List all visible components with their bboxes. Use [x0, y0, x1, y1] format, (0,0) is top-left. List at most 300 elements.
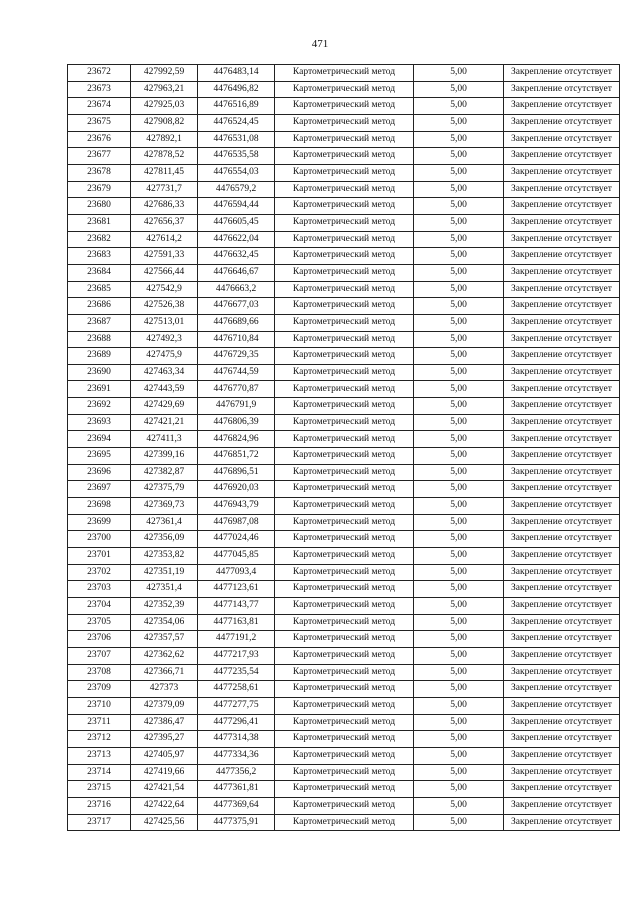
- fixation-cell: Закрепление отсутствует: [504, 564, 620, 581]
- accuracy-cell: 5,00: [414, 164, 504, 181]
- table-row: [68, 114, 620, 131]
- point-number-cell: 23705: [68, 614, 131, 631]
- method-cell: Картометрический метод: [275, 414, 414, 431]
- table-row: [68, 548, 620, 565]
- method-cell: Картометрический метод: [275, 564, 414, 581]
- fixation-cell: Закрепление отсутствует: [504, 198, 620, 215]
- fixation-cell: Закрепление отсутствует: [504, 598, 620, 615]
- accuracy-cell: 5,00: [414, 598, 504, 615]
- point-number-cell: 23707: [68, 647, 131, 664]
- x-coordinate-cell: 427731,7: [131, 181, 198, 198]
- fixation-cell: Закрепление отсутствует: [504, 747, 620, 764]
- y-coordinate-cell: 4476824,96: [198, 431, 275, 448]
- point-number-cell: 23708: [68, 664, 131, 681]
- y-coordinate-cell: 4477277,75: [198, 697, 275, 714]
- point-number-cell: 23679: [68, 181, 131, 198]
- method-cell: Картометрический метод: [275, 231, 414, 248]
- table-row: [68, 564, 620, 581]
- table-row: [68, 65, 620, 82]
- method-cell: Картометрический метод: [275, 647, 414, 664]
- y-coordinate-cell: 4476663,2: [198, 281, 275, 298]
- x-coordinate-cell: 427429,69: [131, 398, 198, 415]
- accuracy-cell: 5,00: [414, 298, 504, 315]
- point-number-cell: 23681: [68, 214, 131, 231]
- x-coordinate-cell: 427353,82: [131, 548, 198, 565]
- table-row: [68, 331, 620, 348]
- accuracy-cell: 5,00: [414, 564, 504, 581]
- y-coordinate-cell: 4477334,36: [198, 747, 275, 764]
- method-cell: Картометрический метод: [275, 148, 414, 165]
- point-number-cell: 23712: [68, 731, 131, 748]
- x-coordinate-cell: 427591,33: [131, 248, 198, 265]
- method-cell: Картометрический метод: [275, 81, 414, 98]
- accuracy-cell: 5,00: [414, 381, 504, 398]
- table-row: [68, 181, 620, 198]
- fixation-cell: Закрепление отсутствует: [504, 697, 620, 714]
- point-number-cell: 23698: [68, 498, 131, 515]
- fixation-cell: Закрепление отсутствует: [504, 364, 620, 381]
- accuracy-cell: 5,00: [414, 797, 504, 814]
- table-row: [68, 664, 620, 681]
- accuracy-cell: 5,00: [414, 314, 504, 331]
- y-coordinate-cell: 4477369,64: [198, 797, 275, 814]
- fixation-cell: Закрепление отсутствует: [504, 714, 620, 731]
- accuracy-cell: 5,00: [414, 114, 504, 131]
- point-number-cell: 23696: [68, 464, 131, 481]
- accuracy-cell: 5,00: [414, 448, 504, 465]
- table-row: [68, 481, 620, 498]
- fixation-cell: Закрепление отсутствует: [504, 264, 620, 281]
- x-coordinate-cell: 427356,09: [131, 531, 198, 548]
- point-number-cell: 23673: [68, 81, 131, 98]
- x-coordinate-cell: 427513,01: [131, 314, 198, 331]
- table-row: [68, 198, 620, 215]
- table-row: [68, 531, 620, 548]
- method-cell: Картометрический метод: [275, 264, 414, 281]
- method-cell: Картометрический метод: [275, 498, 414, 515]
- method-cell: Картометрический метод: [275, 364, 414, 381]
- fixation-cell: Закрепление отсутствует: [504, 464, 620, 481]
- table-row: [68, 348, 620, 365]
- fixation-cell: Закрепление отсутствует: [504, 781, 620, 798]
- y-coordinate-cell: 4476646,67: [198, 264, 275, 281]
- x-coordinate-cell: 427656,37: [131, 214, 198, 231]
- fixation-cell: Закрепление отсутствует: [504, 231, 620, 248]
- y-coordinate-cell: 4476632,45: [198, 248, 275, 265]
- table-row: [68, 298, 620, 315]
- accuracy-cell: 5,00: [414, 81, 504, 98]
- accuracy-cell: 5,00: [414, 231, 504, 248]
- table-row: [68, 314, 620, 331]
- accuracy-cell: 5,00: [414, 548, 504, 565]
- point-number-cell: 23697: [68, 481, 131, 498]
- point-number-cell: 23692: [68, 398, 131, 415]
- x-coordinate-cell: 427354,06: [131, 614, 198, 631]
- x-coordinate-cell: 427878,52: [131, 148, 198, 165]
- accuracy-cell: 5,00: [414, 581, 504, 598]
- y-coordinate-cell: 4476554,03: [198, 164, 275, 181]
- point-number-cell: 23684: [68, 264, 131, 281]
- point-number-cell: 23689: [68, 348, 131, 365]
- fixation-cell: Закрепление отсутствует: [504, 431, 620, 448]
- method-cell: Картометрический метод: [275, 98, 414, 115]
- y-coordinate-cell: 4476851,72: [198, 448, 275, 465]
- method-cell: Картометрический метод: [275, 131, 414, 148]
- fixation-cell: Закрепление отсутствует: [504, 814, 620, 831]
- y-coordinate-cell: 4477356,2: [198, 764, 275, 781]
- y-coordinate-cell: 4477093,4: [198, 564, 275, 581]
- accuracy-cell: 5,00: [414, 181, 504, 198]
- table-row: [68, 231, 620, 248]
- method-cell: Картометрический метод: [275, 548, 414, 565]
- x-coordinate-cell: 427992,59: [131, 65, 198, 82]
- x-coordinate-cell: 427419,66: [131, 764, 198, 781]
- table-row: [68, 214, 620, 231]
- y-coordinate-cell: 4476791,9: [198, 398, 275, 415]
- fixation-cell: Закрепление отсутствует: [504, 348, 620, 365]
- method-cell: Картометрический метод: [275, 614, 414, 631]
- y-coordinate-cell: 4477024,46: [198, 531, 275, 548]
- accuracy-cell: 5,00: [414, 398, 504, 415]
- point-number-cell: 23694: [68, 431, 131, 448]
- point-number-cell: 23706: [68, 631, 131, 648]
- accuracy-cell: 5,00: [414, 431, 504, 448]
- accuracy-cell: 5,00: [414, 98, 504, 115]
- fixation-cell: Закрепление отсутствует: [504, 448, 620, 465]
- accuracy-cell: 5,00: [414, 148, 504, 165]
- point-number-cell: 23693: [68, 414, 131, 431]
- y-coordinate-cell: 4476594,44: [198, 198, 275, 215]
- method-cell: Картометрический метод: [275, 431, 414, 448]
- x-coordinate-cell: 427375,79: [131, 481, 198, 498]
- fixation-cell: Закрепление отсутствует: [504, 298, 620, 315]
- table-row: [68, 464, 620, 481]
- table-row: [68, 581, 620, 598]
- table-row: [68, 598, 620, 615]
- method-cell: Картометрический метод: [275, 797, 414, 814]
- accuracy-cell: 5,00: [414, 481, 504, 498]
- fixation-cell: Закрепление отсутствует: [504, 797, 620, 814]
- accuracy-cell: 5,00: [414, 714, 504, 731]
- fixation-cell: Закрепление отсутствует: [504, 731, 620, 748]
- x-coordinate-cell: 427351,4: [131, 581, 198, 598]
- point-number-cell: 23676: [68, 131, 131, 148]
- method-cell: Картометрический метод: [275, 697, 414, 714]
- table-body: [68, 65, 620, 831]
- x-coordinate-cell: 427614,2: [131, 231, 198, 248]
- method-cell: Картометрический метод: [275, 281, 414, 298]
- point-number-cell: 23709: [68, 681, 131, 698]
- x-coordinate-cell: 427399,16: [131, 448, 198, 465]
- method-cell: Картометрический метод: [275, 164, 414, 181]
- y-coordinate-cell: 4477191,2: [198, 631, 275, 648]
- y-coordinate-cell: 4477258,61: [198, 681, 275, 698]
- method-cell: Картометрический метод: [275, 198, 414, 215]
- accuracy-cell: 5,00: [414, 414, 504, 431]
- fixation-cell: Закрепление отсутствует: [504, 681, 620, 698]
- fixation-cell: Закрепление отсутствует: [504, 331, 620, 348]
- fixation-cell: Закрепление отсутствует: [504, 381, 620, 398]
- fixation-cell: Закрепление отсутствует: [504, 131, 620, 148]
- table-row: [68, 498, 620, 515]
- table-row: [68, 81, 620, 98]
- y-coordinate-cell: 4476987,08: [198, 514, 275, 531]
- table-row: [68, 148, 620, 165]
- x-coordinate-cell: 427369,73: [131, 498, 198, 515]
- y-coordinate-cell: 4476605,45: [198, 214, 275, 231]
- accuracy-cell: 5,00: [414, 631, 504, 648]
- point-number-cell: 23690: [68, 364, 131, 381]
- method-cell: Картометрический метод: [275, 531, 414, 548]
- table-row: [68, 131, 620, 148]
- table-row: [68, 414, 620, 431]
- fixation-cell: Закрепление отсутствует: [504, 114, 620, 131]
- fixation-cell: Закрепление отсутствует: [504, 764, 620, 781]
- x-coordinate-cell: 427542,9: [131, 281, 198, 298]
- accuracy-cell: 5,00: [414, 681, 504, 698]
- x-coordinate-cell: 427422,64: [131, 797, 198, 814]
- table-row: [68, 364, 620, 381]
- method-cell: Картометрический метод: [275, 581, 414, 598]
- fixation-cell: Закрепление отсутствует: [504, 514, 620, 531]
- x-coordinate-cell: 427373: [131, 681, 198, 698]
- x-coordinate-cell: 427421,54: [131, 781, 198, 798]
- fixation-cell: Закрепление отсутствует: [504, 164, 620, 181]
- table-row: [68, 614, 620, 631]
- accuracy-cell: 5,00: [414, 731, 504, 748]
- y-coordinate-cell: 4477235,54: [198, 664, 275, 681]
- method-cell: Картометрический метод: [275, 65, 414, 82]
- fixation-cell: Закрепление отсутствует: [504, 481, 620, 498]
- method-cell: Картометрический метод: [275, 814, 414, 831]
- accuracy-cell: 5,00: [414, 814, 504, 831]
- fixation-cell: Закрепление отсутствует: [504, 498, 620, 515]
- y-coordinate-cell: 4476524,45: [198, 114, 275, 131]
- table-row: [68, 431, 620, 448]
- table-row: [68, 731, 620, 748]
- fixation-cell: Закрепление отсутствует: [504, 181, 620, 198]
- accuracy-cell: 5,00: [414, 214, 504, 231]
- accuracy-cell: 5,00: [414, 331, 504, 348]
- method-cell: Картометрический метод: [275, 481, 414, 498]
- point-number-cell: 23701: [68, 548, 131, 565]
- method-cell: Картометрический метод: [275, 681, 414, 698]
- x-coordinate-cell: 427386,47: [131, 714, 198, 731]
- point-number-cell: 23715: [68, 781, 131, 798]
- y-coordinate-cell: 4477361,81: [198, 781, 275, 798]
- x-coordinate-cell: 427526,38: [131, 298, 198, 315]
- y-coordinate-cell: 4476770,87: [198, 381, 275, 398]
- accuracy-cell: 5,00: [414, 364, 504, 381]
- x-coordinate-cell: 427351,19: [131, 564, 198, 581]
- point-number-cell: 23700: [68, 531, 131, 548]
- y-coordinate-cell: 4476896,51: [198, 464, 275, 481]
- fixation-cell: Закрепление отсутствует: [504, 214, 620, 231]
- accuracy-cell: 5,00: [414, 781, 504, 798]
- table-row: [68, 797, 620, 814]
- accuracy-cell: 5,00: [414, 131, 504, 148]
- point-number-cell: 23710: [68, 697, 131, 714]
- point-number-cell: 23713: [68, 747, 131, 764]
- method-cell: Картометрический метод: [275, 114, 414, 131]
- table-row: [68, 98, 620, 115]
- accuracy-cell: 5,00: [414, 264, 504, 281]
- table-row: [68, 264, 620, 281]
- table-row: [68, 514, 620, 531]
- table-row: [68, 631, 620, 648]
- accuracy-cell: 5,00: [414, 498, 504, 515]
- accuracy-cell: 5,00: [414, 281, 504, 298]
- y-coordinate-cell: 4476516,89: [198, 98, 275, 115]
- x-coordinate-cell: 427421,21: [131, 414, 198, 431]
- method-cell: Картометрический метод: [275, 314, 414, 331]
- fixation-cell: Закрепление отсутствует: [504, 148, 620, 165]
- method-cell: Картометрический метод: [275, 598, 414, 615]
- table-row: [68, 281, 620, 298]
- accuracy-cell: 5,00: [414, 514, 504, 531]
- x-coordinate-cell: 427463,34: [131, 364, 198, 381]
- x-coordinate-cell: 427686,33: [131, 198, 198, 215]
- table-row: [68, 164, 620, 181]
- table-row: [68, 381, 620, 398]
- fixation-cell: Закрепление отсутствует: [504, 631, 620, 648]
- point-number-cell: 23695: [68, 448, 131, 465]
- y-coordinate-cell: 4476729,35: [198, 348, 275, 365]
- point-number-cell: 23687: [68, 314, 131, 331]
- method-cell: Картометрический метод: [275, 298, 414, 315]
- point-number-cell: 23677: [68, 148, 131, 165]
- y-coordinate-cell: 4476496,82: [198, 81, 275, 98]
- x-coordinate-cell: 427361,4: [131, 514, 198, 531]
- fixation-cell: Закрепление отсутствует: [504, 398, 620, 415]
- y-coordinate-cell: 4477163,81: [198, 614, 275, 631]
- table-row: [68, 764, 620, 781]
- fixation-cell: Закрепление отсутствует: [504, 614, 620, 631]
- x-coordinate-cell: 427425,56: [131, 814, 198, 831]
- point-number-cell: 23703: [68, 581, 131, 598]
- coordinates-table: [67, 64, 620, 831]
- fixation-cell: Закрепление отсутствует: [504, 664, 620, 681]
- method-cell: Картометрический метод: [275, 214, 414, 231]
- accuracy-cell: 5,00: [414, 531, 504, 548]
- fixation-cell: Закрепление отсутствует: [504, 281, 620, 298]
- x-coordinate-cell: 427475,9: [131, 348, 198, 365]
- x-coordinate-cell: 427352,39: [131, 598, 198, 615]
- table-row: [68, 647, 620, 664]
- point-number-cell: 23686: [68, 298, 131, 315]
- x-coordinate-cell: 427443,59: [131, 381, 198, 398]
- y-coordinate-cell: 4476531,08: [198, 131, 275, 148]
- accuracy-cell: 5,00: [414, 697, 504, 714]
- x-coordinate-cell: 427362,62: [131, 647, 198, 664]
- y-coordinate-cell: 4477045,85: [198, 548, 275, 565]
- x-coordinate-cell: 427492,3: [131, 331, 198, 348]
- fixation-cell: Закрепление отсутствует: [504, 65, 620, 82]
- accuracy-cell: 5,00: [414, 248, 504, 265]
- y-coordinate-cell: 4476744,59: [198, 364, 275, 381]
- method-cell: Картометрический метод: [275, 664, 414, 681]
- x-coordinate-cell: 427379,09: [131, 697, 198, 714]
- point-number-cell: 23683: [68, 248, 131, 265]
- point-number-cell: 23714: [68, 764, 131, 781]
- x-coordinate-cell: 427357,57: [131, 631, 198, 648]
- method-cell: Картометрический метод: [275, 381, 414, 398]
- method-cell: Картометрический метод: [275, 781, 414, 798]
- fixation-cell: Закрепление отсутствует: [504, 248, 620, 265]
- fixation-cell: Закрепление отсутствует: [504, 81, 620, 98]
- y-coordinate-cell: 4476689,66: [198, 314, 275, 331]
- y-coordinate-cell: 4476806,39: [198, 414, 275, 431]
- y-coordinate-cell: 4477296,41: [198, 714, 275, 731]
- method-cell: Картометрический метод: [275, 331, 414, 348]
- y-coordinate-cell: 4477217,93: [198, 647, 275, 664]
- point-number-cell: 23674: [68, 98, 131, 115]
- point-number-cell: 23716: [68, 797, 131, 814]
- point-number-cell: 23711: [68, 714, 131, 731]
- page-number: 471: [311, 38, 329, 50]
- y-coordinate-cell: 4476579,2: [198, 181, 275, 198]
- accuracy-cell: 5,00: [414, 764, 504, 781]
- method-cell: Картометрический метод: [275, 348, 414, 365]
- point-number-cell: 23688: [68, 331, 131, 348]
- fixation-cell: Закрепление отсутствует: [504, 581, 620, 598]
- table-row: [68, 714, 620, 731]
- accuracy-cell: 5,00: [414, 647, 504, 664]
- table-row: [68, 747, 620, 764]
- method-cell: Картометрический метод: [275, 514, 414, 531]
- method-cell: Картометрический метод: [275, 714, 414, 731]
- fixation-cell: Закрепление отсутствует: [504, 531, 620, 548]
- accuracy-cell: 5,00: [414, 664, 504, 681]
- x-coordinate-cell: 427366,71: [131, 664, 198, 681]
- y-coordinate-cell: 4476483,14: [198, 65, 275, 82]
- y-coordinate-cell: 4476677,03: [198, 298, 275, 315]
- method-cell: Картометрический метод: [275, 448, 414, 465]
- y-coordinate-cell: 4476710,84: [198, 331, 275, 348]
- y-coordinate-cell: 4476920,03: [198, 481, 275, 498]
- point-number-cell: 23717: [68, 814, 131, 831]
- point-number-cell: 23678: [68, 164, 131, 181]
- x-coordinate-cell: 427566,44: [131, 264, 198, 281]
- table-row: [68, 781, 620, 798]
- point-number-cell: 23682: [68, 231, 131, 248]
- y-coordinate-cell: 4477375,91: [198, 814, 275, 831]
- method-cell: Картометрический метод: [275, 631, 414, 648]
- table-row: [68, 248, 620, 265]
- x-coordinate-cell: 427908,82: [131, 114, 198, 131]
- accuracy-cell: 5,00: [414, 65, 504, 82]
- fixation-cell: Закрепление отсутствует: [504, 98, 620, 115]
- point-number-cell: 23699: [68, 514, 131, 531]
- method-cell: Картометрический метод: [275, 248, 414, 265]
- accuracy-cell: 5,00: [414, 198, 504, 215]
- point-number-cell: 23672: [68, 65, 131, 82]
- accuracy-cell: 5,00: [414, 614, 504, 631]
- point-number-cell: 23675: [68, 114, 131, 131]
- fixation-cell: Закрепление отсутствует: [504, 647, 620, 664]
- x-coordinate-cell: 427405,97: [131, 747, 198, 764]
- point-number-cell: 23702: [68, 564, 131, 581]
- method-cell: Картометрический метод: [275, 181, 414, 198]
- table-row: [68, 814, 620, 831]
- table-row: [68, 697, 620, 714]
- point-number-cell: 23680: [68, 198, 131, 215]
- accuracy-cell: 5,00: [414, 348, 504, 365]
- y-coordinate-cell: 4477143,77: [198, 598, 275, 615]
- point-number-cell: 23685: [68, 281, 131, 298]
- y-coordinate-cell: 4477314,38: [198, 731, 275, 748]
- y-coordinate-cell: 4476535,58: [198, 148, 275, 165]
